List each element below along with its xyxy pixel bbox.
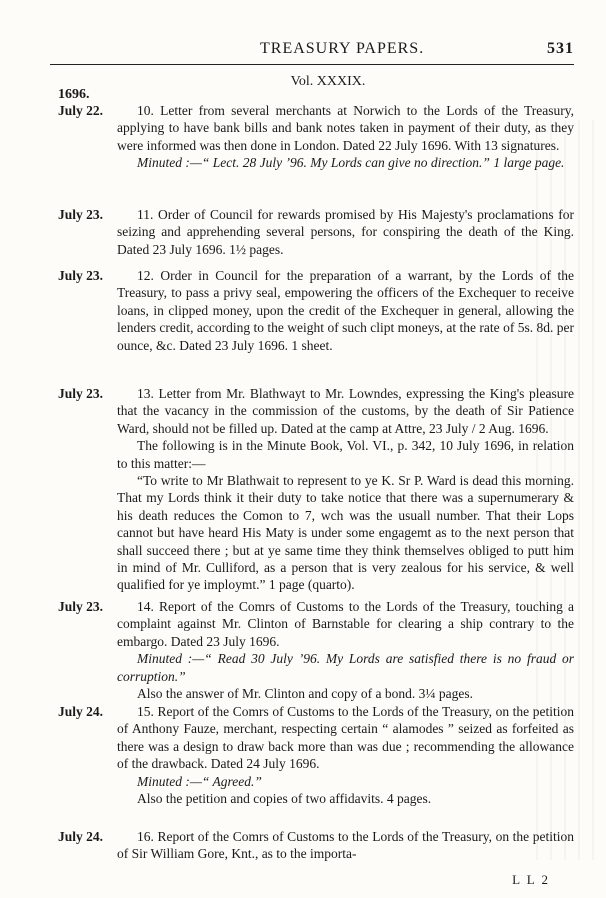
entry-date: July 23. [58,599,104,614]
entry-text: 10. Letter from several merchants at Norwich to the Lords of the Treasury, applying to have bank bills and bank notes taken in payment of their duty, as they were informed was then done in London. Dated 22 July 1696. With 13 signatures. [117,103,574,153]
entry-text: 16. Report of the Comrs of Customs to the Lords of the Treasury, on the petition of Sir William Gore, Knt., as to the importa- [117,829,574,862]
year-label: 1696. [58,87,90,102]
entry-minute: Minuted :—“ Agreed.” [137,773,262,789]
signature-mark: L L 2 [512,872,550,887]
entry-quote: “To write to Mr Blathwait to represent to ye K. Sr P. Ward is dead this morning. That my Lords think it their duty to take notice that there was a supernumerary & his death reduces the Comon to 7, wch was the usuall number. That their Lops cannot but have heard His Maty is under some engagemt as to the next person that shall succeed there ; but at ye same time they think themselves obliged to putt him in mind of Mr. Culliford, as a person that is very zealous for his service, & well qualified for ye imploymt.” 1 page (quarto). [117,473,574,593]
entry-11 [58,206,574,258]
entry-minute: Minuted :—“ Lect. 28 July ’96. My Lords can give no direction.” 1 large page. [137,155,565,171]
entry-13 [58,385,574,594]
entry-16 [58,828,574,863]
entry-date: July 23. [58,268,104,283]
entry-text: 15. Report of the Comrs of Customs to the Lords of the Treasury, on the petition of Anthony Fauze, merchant, respecting certain “ alamodes ” seized as forfeited as there was a design to draw back more than was due ; recommending the allowance of the drawback. Dated 24 July 1696. [117,704,574,772]
entry-14 [58,598,574,702]
entry-note: The following is in the Minute Book, Vol. VI., p. 342, 10 July 1696, in relation to this matter:— [117,438,574,471]
entry-text: 13. Letter from Mr. Blathwayt to Mr. Lowndes, expressing the King's pleasure that the vacancy in the commission of the customs, by the death of Sir Patience Ward, should not be filled up. Dated at the camp at Attre, 23 July / 2 Aug. 1696. [117,386,574,436]
entry-10 [58,102,574,172]
entry-12 [58,267,574,354]
entry-note: Also the answer of Mr. Clinton and copy of a bond. 3¼ pages. [137,686,473,702]
entry-date: July 22. [58,103,104,118]
entry-15 [58,703,574,807]
entry-text: 14. Report of the Comrs of Customs to the Lords of the Treasury, touching a complaint against Mr. Clinton of Barnstable for clearing a ship contrary to the embargo. Dated 23 July 1696. [117,599,574,649]
entry-date: July 23. [58,207,104,222]
volume-heading: Vol. XXXIX. [290,74,366,89]
page-title: TREASURY PAPERS. [260,40,425,57]
entry-note: Also the petition and copies of two affidavits. 4 pages. [137,791,432,807]
entry-date: July 24. [58,829,104,844]
header-rule [50,64,574,65]
entry-date: July 24. [58,704,104,719]
entry-date: July 23. [58,386,104,401]
entry-minute: Minuted :—“ Read 30 July ’96. My Lords are satisfied there is no fraud or corruption.” [117,651,574,684]
entry-text: 11. Order of Council for rewards promised by His Majesty's proclamations for seizing and apprehending several persons, for conspiring the death of the King. Dated 23 July 1696. 1½ pages. [117,207,574,257]
page-number: 531 [547,40,574,57]
entry-text: 12. Order in Council for the preparation of a warrant, by the Lords of the Treasury, to pass a privy seal, empowering the officers of the Exchequer to receive loans, in clipped money, upon the credit of the Exchequer in general, allowing the lenders credit, according to the weight of such clipt moneys, at the rate of 5s. 8d. per ounce, &c. Dated 23 July 1696. 1 sheet. [117,268,574,353]
